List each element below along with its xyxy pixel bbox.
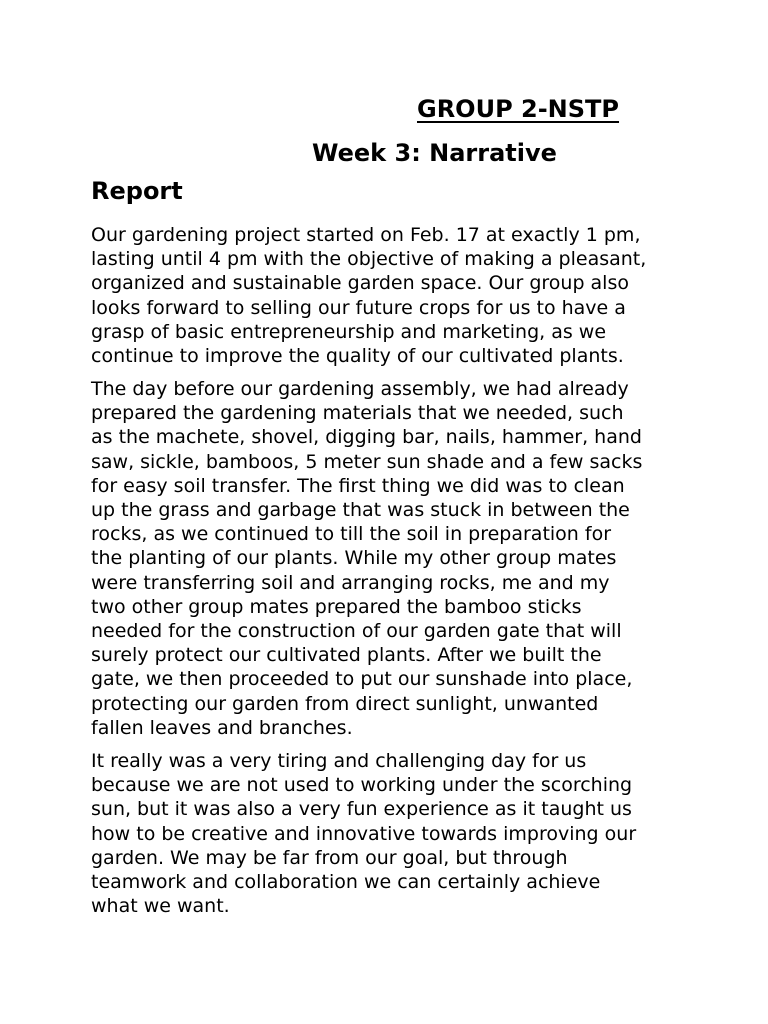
text-line: grasp of basic entrepreneurship and marketing, as we xyxy=(91,320,607,343)
text-line: lasting until 4 pm with the objective of making a pleasant, xyxy=(91,248,647,271)
text-line: what we want. xyxy=(91,895,230,918)
text-line: rocks, as we continued to till the soil in preparation for xyxy=(91,523,612,546)
text-line: garden. We may be far from our goal, but through xyxy=(91,846,568,869)
paragraph-2 xyxy=(91,377,691,740)
text-line: how to be creative and innovative towards improving our xyxy=(91,822,637,845)
text-line: for easy soil transfer. The first thing we did was to clean xyxy=(91,474,625,497)
text-line: up the grass and garbage that was stuck in between the xyxy=(91,499,630,522)
group-title: GROUP 2-NSTP xyxy=(417,95,620,123)
text-line: as the machete, shovel, digging bar, nails, hammer, hand xyxy=(91,426,642,449)
text-line: fallen leaves and branches. xyxy=(91,716,353,739)
text-line: prepared the gardening materials that we needed, such xyxy=(91,402,624,425)
report-title: Report xyxy=(91,177,183,205)
text-line: the planting of our plants. While my other group mates xyxy=(91,547,617,570)
text-line: protecting our garden from direct sunlight, unwanted xyxy=(91,692,599,715)
text-line: gate, we then proceeded to put our sunshade into place, xyxy=(91,668,633,691)
text-line: surely protect our cultivated plants. After we built the xyxy=(91,644,602,667)
text-line: sun, but it was also a very fun experience as it taught us xyxy=(91,798,632,821)
text-line: teamwork and collaboration we can certainly achieve xyxy=(91,871,601,894)
text-line: continue to improve the quality of our cultivated plants. xyxy=(91,345,624,368)
text-line: two other group mates prepared the bamboo sticks xyxy=(91,595,582,618)
paragraph-3 xyxy=(91,749,691,918)
text-line: It really was a very tiring and challenging day for us xyxy=(91,750,587,772)
text-line: The day before our gardening assembly, we had already xyxy=(91,378,629,400)
text-line: needed for the construction of our garden gate that will xyxy=(91,620,622,643)
text-line: Our gardening project started on Feb. 17 at exactly 1 pm, xyxy=(91,224,641,246)
text-line: because we are not used to working under the scorching xyxy=(91,774,633,797)
text-line: saw, sickle, bamboos, 5 meter sun shade and a few sacks xyxy=(91,450,643,473)
text-line: were transferring soil and arranging rocks, me and my xyxy=(91,571,610,594)
paragraph-1 xyxy=(91,223,691,368)
text-line: looks forward to selling our future crops for us to have a xyxy=(91,296,626,319)
week-title: Week 3: Narrative xyxy=(312,139,557,167)
text-line: organized and sustainable garden space. Our group also xyxy=(91,272,629,295)
